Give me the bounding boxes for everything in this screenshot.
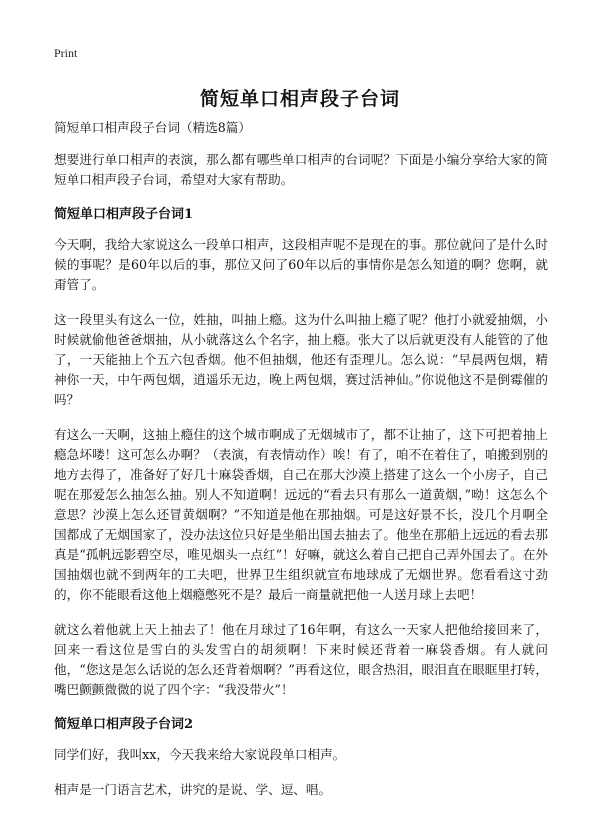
section1-paragraph-1: 今天啊，我给大家说这么一段单口相声，这段相声呢不是现在的事。那位就问了是什么时候的事呢？是60年以后的事，那位又问了60年以后的事情你是怎么知道的啊？您啊，就甭管了。 <box>54 237 548 292</box>
section-heading-1: 简短单口相声段子台词1 <box>54 207 194 222</box>
section2-paragraph-1: 同学们好，我叫xx，今天我来给大家说段单口相声。 <box>54 747 346 762</box>
section1-paragraph-3: 有这么一天啊，这抽上瘾住的这个城市啊成了无烟城市了，都不让抽了，这下可把着抽上瘾急坏喽！这可怎么办啊？（表演，有表情动作）唉！有了，咱不在着住了，咱搬到别的地方去得了，准备好了好几十麻袋香烟，自己在那大沙漠上搭建了这么一个小房子，自己呢在那爱怎么抽怎么抽。别人不知道啊！远远的“看去只有那么一道黄烟，”呦！这怎么个意思？沙漠上怎么还冒黄烟啊？”不知道是他在那抽烟。可是这好景不长，没几个月啊全国都成了无烟国家了，没办法这位只好是坐船出国去抽去了。他坐在那船上远远的看去那真是“孤帆远影碧空尽，唯见烟头一点红”！好嘛，就这么着自己把自己弄外国去了。在外国抽烟也就不到两年的工夫吧，世界卫生组织就宣布地球成了无烟世界。您看看这寸劲的，你不能眼看这他上烟瘾憋死不是？最后一商量就把他一人送月球上去吧！ <box>54 427 548 602</box>
section2-paragraph-2: 相声是一门语言艺术，讲究的是说、学、逗、唱。 <box>54 782 332 797</box>
section1-paragraph-2: 这一段里头有这么一位，姓抽，叫抽上瘾。这为什么叫抽上瘾了呢？他打小就爱抽烟，小时候就偷他爸爸烟抽，从小就落这么个名字，抽上瘾。张大了以后就更没有人能管的了他了，一天能抽上个五六包香烟。他不但抽烟，他还有歪理儿。怎么说：“早晨两包烟，精神你一天，中午两包烟，逍遥乐无边，晚上两包烟，赛过活神仙。”你说他这不是倒霉催的吗？ <box>54 312 548 407</box>
print-link[interactable]: Print <box>54 46 78 60</box>
section-heading-2: 简短单口相声段子台词2 <box>54 717 194 732</box>
article-body <box>54 118 548 815</box>
intro-paragraph: 想要进行单口相声的表演，那么都有哪些单口相声的台词呢？下面是小编分享给大家的简短单口相声段子台词，希望对大家有帮助。 <box>54 152 548 187</box>
page-title: 简短单口相声段子台词 <box>199 88 400 110</box>
section1-paragraph-4: 就这么着他就上天上抽去了！他在月球过了16年啊，有这么一天家人把他给接回来了，回来一看这位是雪白的头发雪白的胡须啊！下来时候还背着一麻袋香烟。有人就问他，“您这是怎么话说的怎么还背着烟啊？”再看这位，眼含热泪，眼泪直在眼眶里打转，嘴巴颤颤微微的说了四个字：“我没带火”！ <box>54 622 548 697</box>
article-subtitle: 简短单口相声段子台词（精选8篇） <box>54 120 251 135</box>
